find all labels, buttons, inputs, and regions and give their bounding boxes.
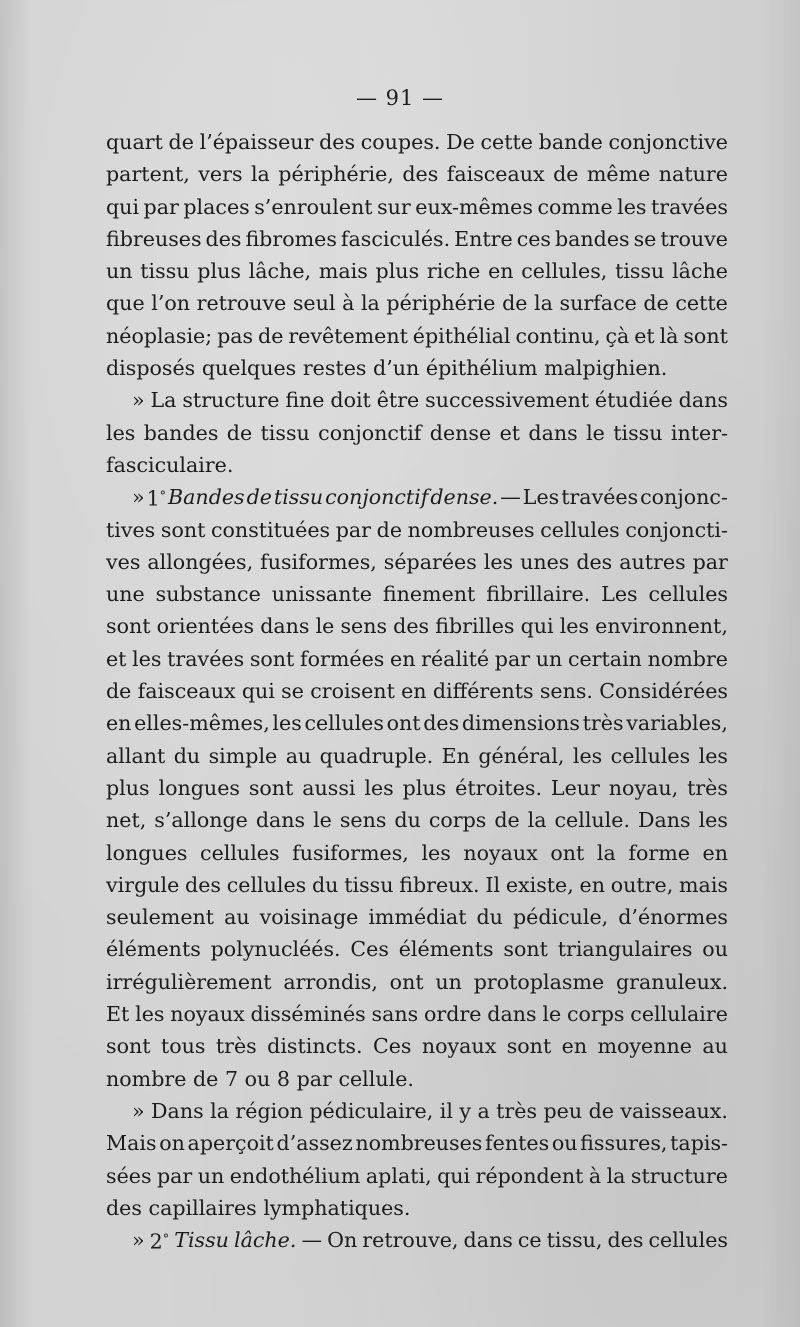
text-line: néoplasie; pas de revêtement épithélial continu, çà et là sont <box>106 323 728 348</box>
text-line: Et les noyaux disséminés sans ordre dans le corps cellulaire <box>106 1002 728 1027</box>
text-line: des capillaires lymphatiques. <box>106 1195 411 1220</box>
text-line: éléments polynucléés. Ces éléments sont triangulaires ou <box>106 937 728 962</box>
text-line: un tissu plus lâche, mais plus riche en cellules, tissu lâche <box>106 259 728 284</box>
text-line: Mais on aperçoit d’assez nombreuses fentes ou fissures, tapis- <box>106 1131 728 1156</box>
text-line: en elles-mêmes, les cellules ont des dimensions très variables, <box>106 711 728 736</box>
text-line: sées par un endothélium aplati, qui répondent à la structure <box>106 1163 728 1188</box>
text-line: plus longues sont aussi les plus étroites. Leur noyau, très <box>106 775 728 800</box>
text-line: disposés quelques restes d’un épithélium malpighien. <box>106 356 668 381</box>
text-line: partent, vers la périphérie, des faisceaux de même nature <box>106 162 728 187</box>
text-line: tives sont constituées par de nombreuses cellules conjoncti- <box>106 517 728 542</box>
text-line: fasciculaire. <box>106 452 234 477</box>
text-line: » 2° Tissu lâche. — On retrouve, dans ce tissu, des cellules <box>132 1228 728 1254</box>
text-line: qui par places s’enroulent sur eux-mêmes comme les travées <box>106 194 728 219</box>
text-line: sont orientées dans le sens des fibrilles qui les environnent, <box>106 614 728 639</box>
body-text <box>106 126 728 1256</box>
page-number: — 91 — <box>355 86 445 110</box>
text-line: fibreuses des fibromes fasciculés. Entre ces bandes se trouve <box>106 226 728 251</box>
text-line: virgule des cellules du tissu fibreux. Il existe, en outre, mais <box>106 872 728 897</box>
text-line: les bandes de tissu conjonctif dense et dans le tissu inter- <box>106 420 728 445</box>
text-line: » 1° Bandes de tissu conjonctif dense. — Les travées conjonc- <box>132 485 728 511</box>
text-line: longues cellules fusiformes, les noyaux ont la forme en <box>106 840 728 865</box>
text-line: ves allongées, fusiformes, séparées les unes des autres par <box>106 549 728 574</box>
text-line: de faisceaux qui se croisent en différents sens. Considérées <box>106 679 728 704</box>
text-line: que l’on retrouve seul à la périphérie de la surface de cette <box>106 291 728 316</box>
text-line: net, s’allonge dans le sens du corps de la cellule. Dans les <box>106 808 728 833</box>
text-line: allant du simple au quadruple. En général, les cellules les <box>106 743 728 768</box>
text-line: sont tous très distincts. Ces noyaux sont en moyenne au <box>106 1034 728 1059</box>
text-line: » Dans la région pédiculaire, il y a très peu de vaisseaux. <box>132 1098 728 1123</box>
text-line: nombre de 7 ou 8 par cellule. <box>106 1066 414 1091</box>
text-line: et les travées sont formées en réalité par un certain nombre <box>106 646 728 671</box>
text-line: seulement au voisinage immédiat du pédicule, d’énormes <box>106 905 728 930</box>
text-line: une substance unissante finement fibrillaire. Les cellules <box>106 582 728 607</box>
text-line: » La structure fine doit être successivement étudiée dans <box>132 388 728 413</box>
text-line: quart de l’épaisseur des coupes. De cette bande conjonctive <box>106 130 728 154</box>
text-line: irrégulièrement arrondis, ont un protoplasme granuleux. <box>106 969 728 994</box>
